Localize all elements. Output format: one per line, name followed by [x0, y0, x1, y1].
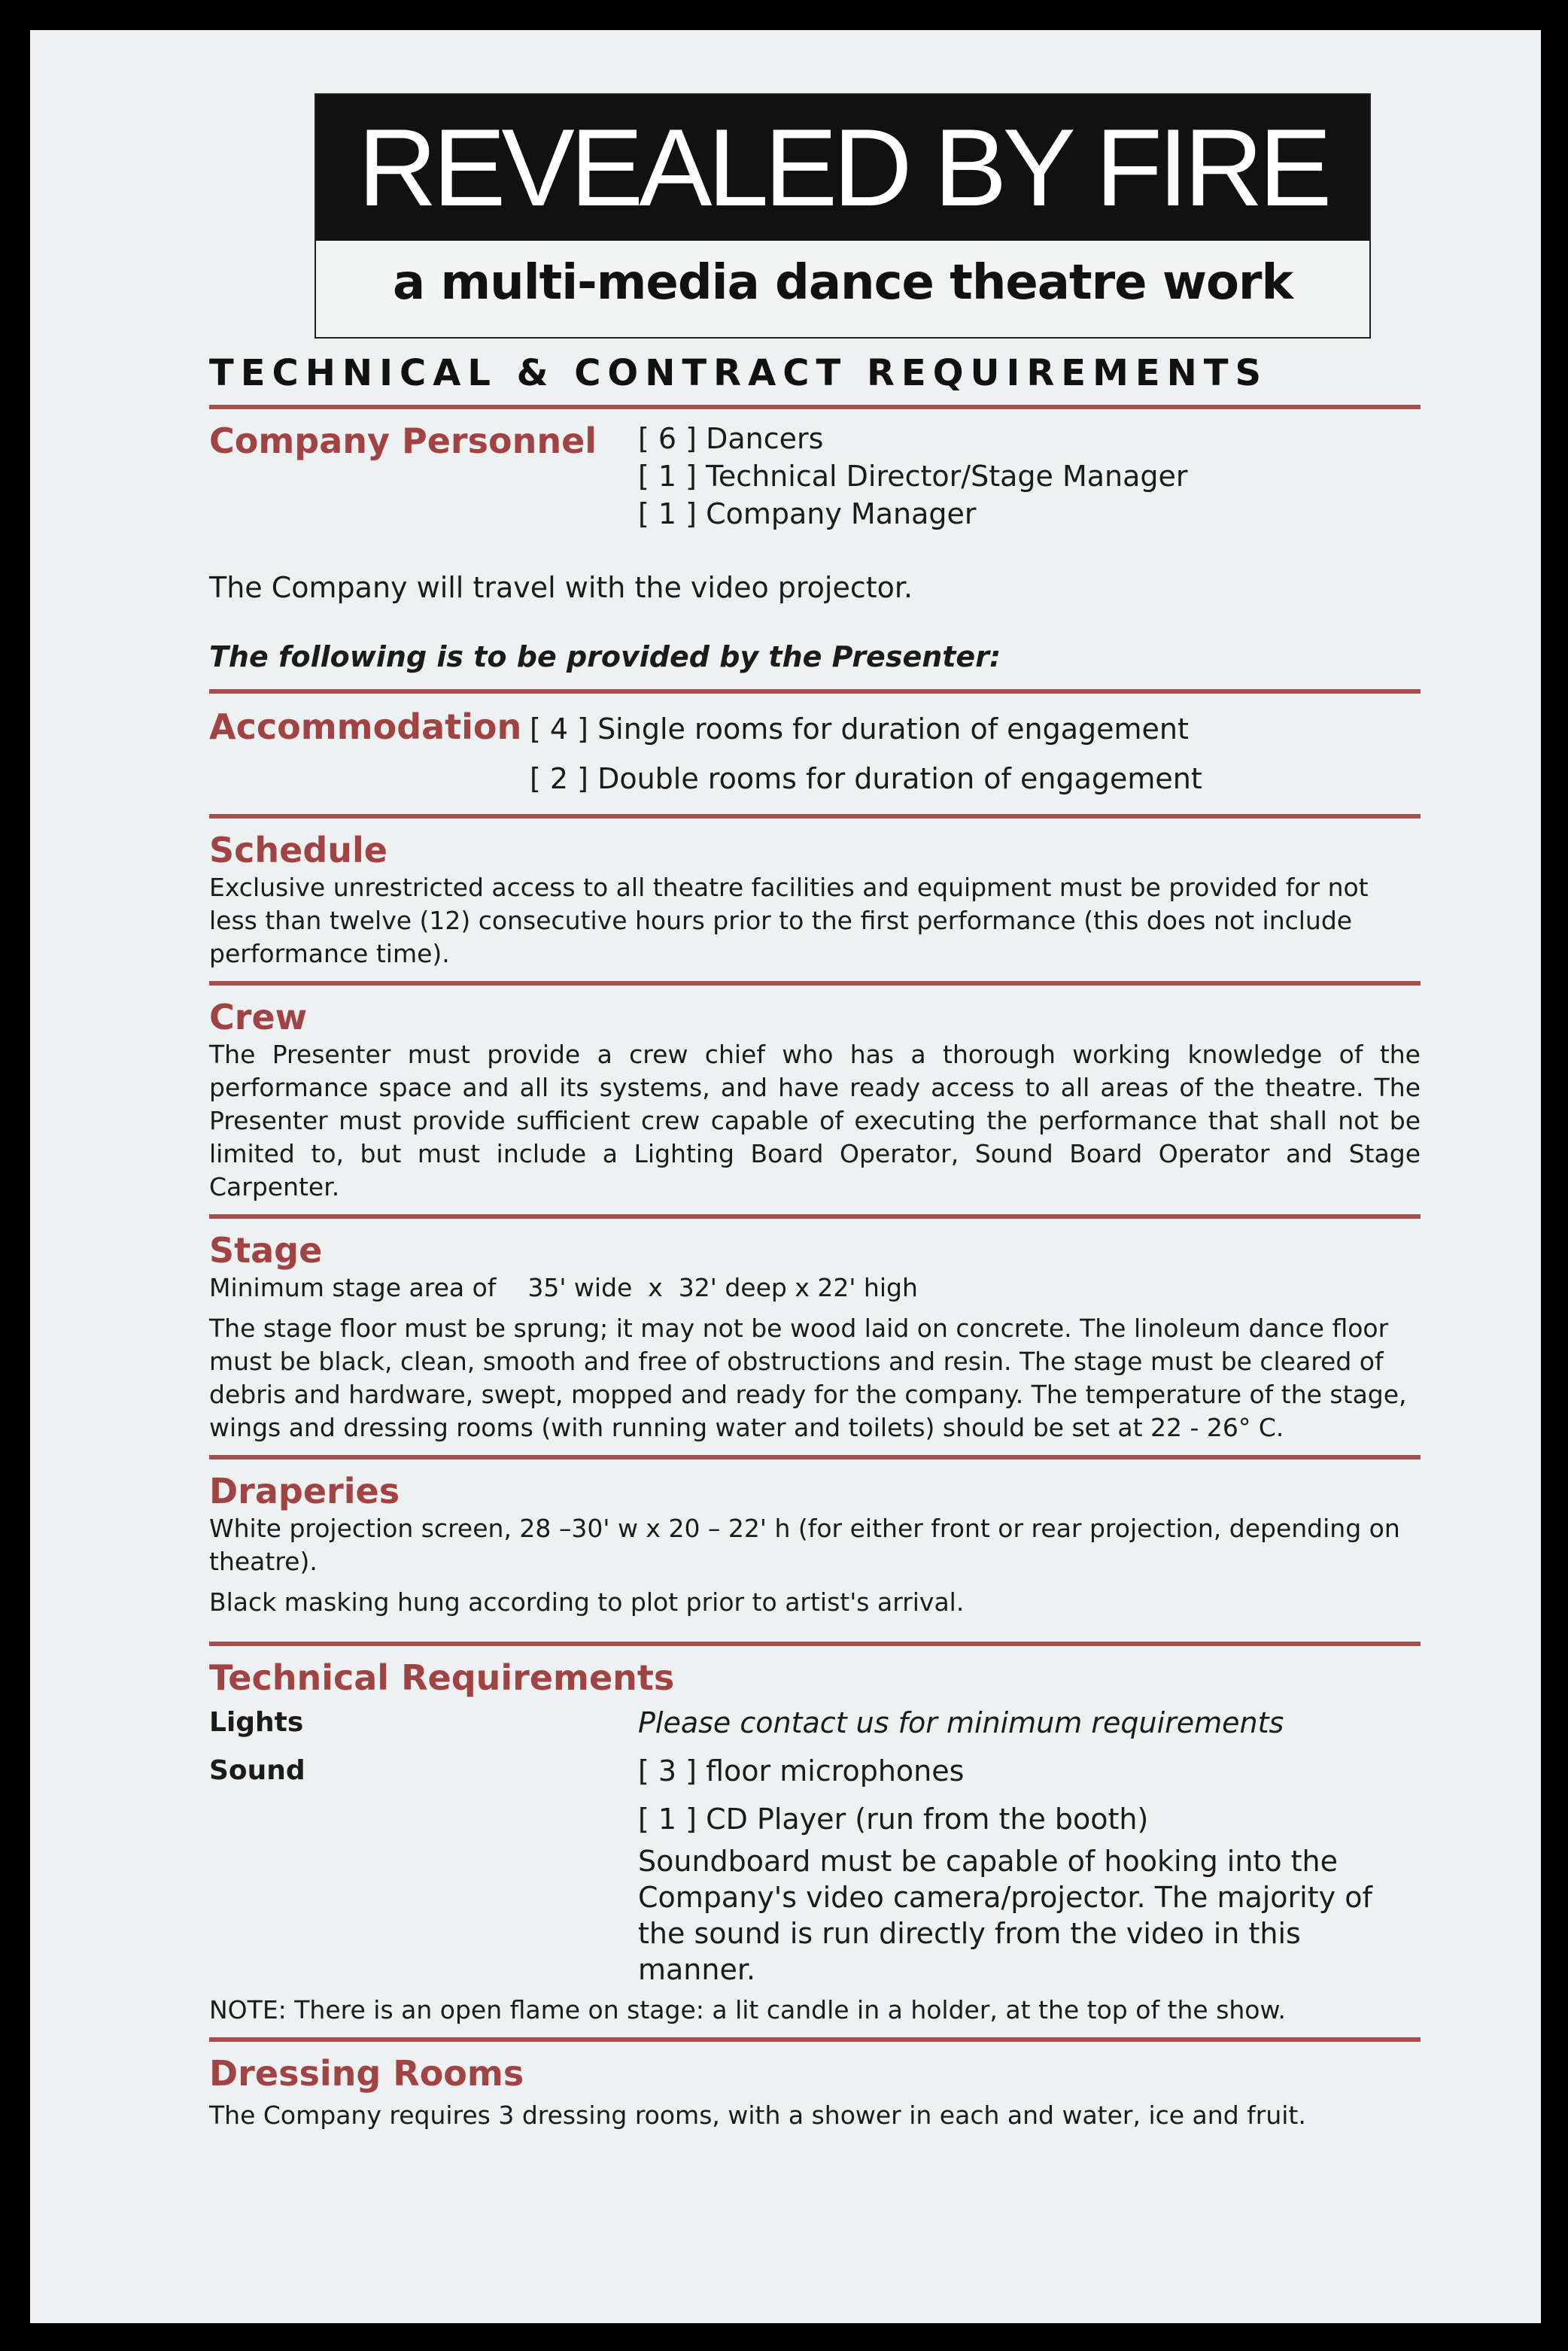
section-title: Stage — [209, 1230, 323, 1271]
list-item: [ 1 ] CD Player (run from the booth) — [638, 1803, 1149, 1836]
section-divider — [209, 689, 1421, 694]
dressing-rooms-text: The Company requires 3 dressing rooms, with a shower in each and water, ice and fruit. — [209, 2100, 1306, 2130]
draperies-screen: White projection screen, 28 –30' w x 20 – 22' h (for either front or rear projection, depending on theatre). — [209, 1514, 1400, 1576]
sound-row — [209, 1747, 1421, 1988]
list-item: [ 4 ] Single rooms for duration of engagement — [530, 712, 1189, 746]
flame-note: NOTE: There is an open flame on stage: a lit candle in a holder, at the top of the show. — [209, 1995, 1286, 2024]
title-block — [315, 93, 1371, 339]
document-sheet — [30, 30, 1541, 2323]
section-title: Accommodation — [209, 706, 522, 747]
schedule-text: Exclusive unrestricted access to all theatre facilities and equipment must be provided for not less than twelve (12) consecutive hours prior to the first performance (this does not include performance time). — [209, 873, 1369, 968]
list-item: [ 2 ] Double rooms for duration of engagement — [530, 762, 1202, 795]
section-divider — [209, 1642, 1421, 1646]
presenter-line: The following is to be provided by the Presenter: — [209, 640, 1001, 673]
section-divider — [209, 981, 1421, 986]
stage-min-area: Minimum stage area of 35' wide x 32' deep x 22' high — [209, 1273, 918, 1302]
list-item: [ 1 ] Technical Director/Stage Manager — [638, 460, 1188, 493]
list-item: [ 6 ] Dancers — [638, 422, 824, 455]
lights-text: Please contact us for minimum requirements — [638, 1706, 1284, 1739]
stage-text: The stage floor must be sprung; it may not be wood laid on concrete. The linoleum dance floor must be black, clean, smooth and free of obstructions and resin. The stage must be cleared of debris and hardware, swept, mopped and ready for the company. The temperature of the stage, wings and dressing rooms (with running water and toilets) should be set at 22 - 26° C. — [209, 1314, 1407, 1442]
section-divider — [209, 814, 1421, 819]
section-title: Technical Requirements — [209, 1657, 675, 1698]
section-title: Crew — [209, 997, 308, 1037]
crew-text: The Presenter must provide a crew chief who has a thorough working knowledge of the performance space and all its systems, and have ready access to all areas of the theatre. The Presenter must provide sufficient crew capable of executing the performance that shall not be limited to, but must include a Lighting Board Operator, Sound Board Operator and Stage Carpenter. — [209, 1040, 1421, 1201]
section-title: Company Personnel — [209, 421, 597, 461]
section-title: Schedule — [209, 830, 387, 870]
sound-note: Soundboard must be capable of hooking into the Company's video camera/projector. The majority of the sound is run directly from the video in this manner. — [638, 1845, 1372, 1986]
list-item: [ 3 ] floor microphones — [638, 1754, 965, 1788]
lights-label: Lights — [209, 1707, 304, 1738]
section-divider — [209, 1455, 1421, 1460]
section-title: Draperies — [209, 1471, 400, 1511]
section-divider — [209, 2037, 1421, 2042]
document-content — [209, 93, 1421, 2132]
accommodation-section — [209, 704, 1421, 803]
travel-note: The Company will travel with the video projector. — [209, 571, 913, 604]
section-divider — [209, 1214, 1421, 1219]
document-subtitle: a multi-media dance theatre work — [392, 255, 1293, 311]
draperies-masking: Black masking hung according to plot prior to artist's arrival. — [209, 1587, 965, 1617]
requirements-heading: TECHNICAL & CONTRACT REQUIREMENTS — [209, 352, 1269, 394]
list-item: [ 1 ] Company Manager — [638, 497, 977, 530]
document-title: REVEALED BY FIRE — [316, 95, 1369, 241]
lights-row — [209, 1699, 1421, 1747]
section-title: Dressing Rooms — [209, 2053, 524, 2094]
section-divider — [209, 405, 1421, 409]
sound-label: Sound — [209, 1755, 305, 1786]
company-personnel-section — [209, 420, 1421, 533]
